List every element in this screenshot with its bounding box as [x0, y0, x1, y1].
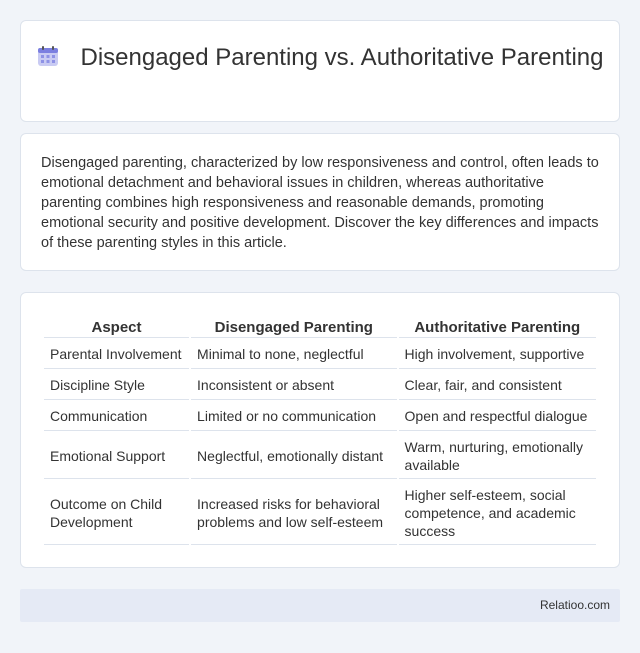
table-row [44, 433, 596, 479]
authoritative-cell: Clear, fair, and consistent [399, 371, 596, 400]
aspect-cell: Discipline Style [44, 371, 189, 400]
disengaged-cell: Minimal to none, neglectful [191, 340, 397, 369]
disengaged-cell: Inconsistent or absent [191, 371, 397, 400]
table-row [44, 371, 596, 400]
page-title-text: Disengaged Parenting vs. Authoritative Parenting [80, 44, 604, 71]
disengaged-cell: Limited or no communication [191, 402, 397, 431]
table-header-row [44, 317, 596, 338]
comparison-table [42, 315, 598, 547]
aspect-cell: Outcome on Child Development [44, 481, 189, 545]
footer-bar [20, 589, 620, 622]
authoritative-cell: Open and respectful dialogue [399, 402, 596, 431]
column-header-disengaged: Disengaged Parenting [191, 317, 397, 338]
calendar-icon [37, 45, 59, 67]
authoritative-cell: High involvement, supportive [399, 340, 596, 369]
intro-paragraph: Disengaged parenting, characterized by low responsiveness and control, often leads to emotional detachment and behavioral issues in children, whereas authoritative parenting combines high responsiveness and reasonable demands, promoting emotional security and positive development. Discover the key differences and impacts of these parenting styles in this article. [41, 155, 599, 251]
authoritative-cell: Warm, nurturing, emotionally available [399, 433, 596, 479]
table-row [44, 340, 596, 369]
title-card [20, 20, 620, 122]
intro-card [20, 133, 620, 271]
table-row [44, 402, 596, 431]
page-title [21, 43, 619, 72]
table-row [44, 481, 596, 545]
footer-brand: Relatioo.com [539, 598, 610, 612]
aspect-cell: Emotional Support [44, 433, 189, 479]
comparison-card [20, 292, 620, 568]
disengaged-cell: Neglectful, emotionally distant [191, 433, 397, 479]
column-header-authoritative: Authoritative Parenting [399, 317, 596, 338]
column-header-aspect: Aspect [44, 317, 189, 338]
disengaged-cell: Increased risks for behavioral problems and low self-esteem [191, 481, 397, 545]
authoritative-cell: Higher self-esteem, social competence, and academic success [399, 481, 596, 545]
aspect-cell: Communication [44, 402, 189, 431]
aspect-cell: Parental Involvement [44, 340, 189, 369]
